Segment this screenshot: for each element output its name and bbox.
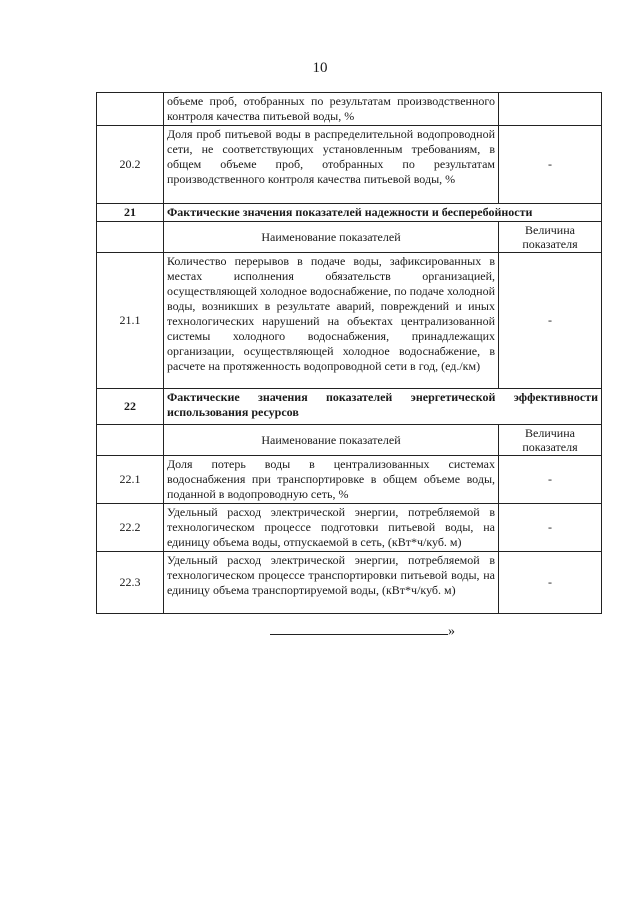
indicators-table [96,92,602,614]
row-number: 20.2 [97,126,164,204]
table-row [97,504,602,552]
indicator-description: Доля проб питьевой воды в распределительной водопроводной сети, не соответствующих установленным требованиям, в общем объеме проб, отобранных по результатам производственного контроля качества питьевой воды, % [164,126,499,204]
row-number [97,93,164,126]
table-row [97,93,602,126]
closing-line [270,622,448,635]
row-number: 22.1 [97,456,164,504]
indicator-value: - [499,253,602,389]
table-row [97,126,602,204]
indicator-description: объеме проб, отобранных по результатам производственного контроля качества питьевой воды, % [164,93,499,126]
indicator-value [499,93,602,126]
section-header-row [97,389,602,425]
column-header-row [97,222,602,253]
section-title: Фактические значения показателей надежности и бесперебойности [164,204,602,222]
section-title: Фактические значения показателей энергетической эффективности использования ресурсов [164,389,602,425]
indicator-description: Доля потерь воды в централизованных системах водоснабжения при транспортировке в общем объеме воды, поданной в водопроводную сеть, % [164,456,499,504]
indicator-description: Удельный расход электрической энергии, потребляемой в технологическом процессе подготовки питьевой воды, на единицу объема воды, отпускаемой в сеть, (кВт*ч/куб. м) [164,504,499,552]
column-header-name: Наименование показателей [164,222,499,253]
column-header-name: Наименование показателей [164,425,499,456]
indicator-value: - [499,456,602,504]
section-number: 21 [97,204,164,222]
closing-mark [270,622,455,640]
indicator-value: - [499,552,602,614]
row-number: 21.1 [97,253,164,389]
row-number: 22.2 [97,504,164,552]
table-row [97,253,602,389]
closing-quote: » [448,624,455,639]
section-header-row [97,204,602,222]
section-number: 22 [97,389,164,425]
indicator-description: Удельный расход электрической энергии, потребляемой в технологическом процессе транспортировки питьевой воды, на единицу объема транспортируемой воды, (кВт*ч/куб. м) [164,552,499,614]
page-number: 10 [312,60,328,76]
table-row [97,456,602,504]
table-row [97,552,602,614]
column-header-row [97,425,602,456]
column-header-value: Величина показателя [499,425,602,456]
indicator-value: - [499,126,602,204]
column-header-value: Величина показателя [499,222,602,253]
indicator-description: Количество перерывов в подаче воды, зафиксированных в местах исполнения обязательств организацией, осуществляющей холодное водоснабжение, по подаче холодной воды, возникших в результате аварий, повреждений и иных технологических нарушений на объектах централизованной системы холодного водоснабжения, принадлежащих организации, осуществляющей холодное водоснабжение, в расчете на протяженность водопроводной сети в год, (ед./км) [164,253,499,389]
row-number: 22.3 [97,552,164,614]
indicator-value: - [499,504,602,552]
